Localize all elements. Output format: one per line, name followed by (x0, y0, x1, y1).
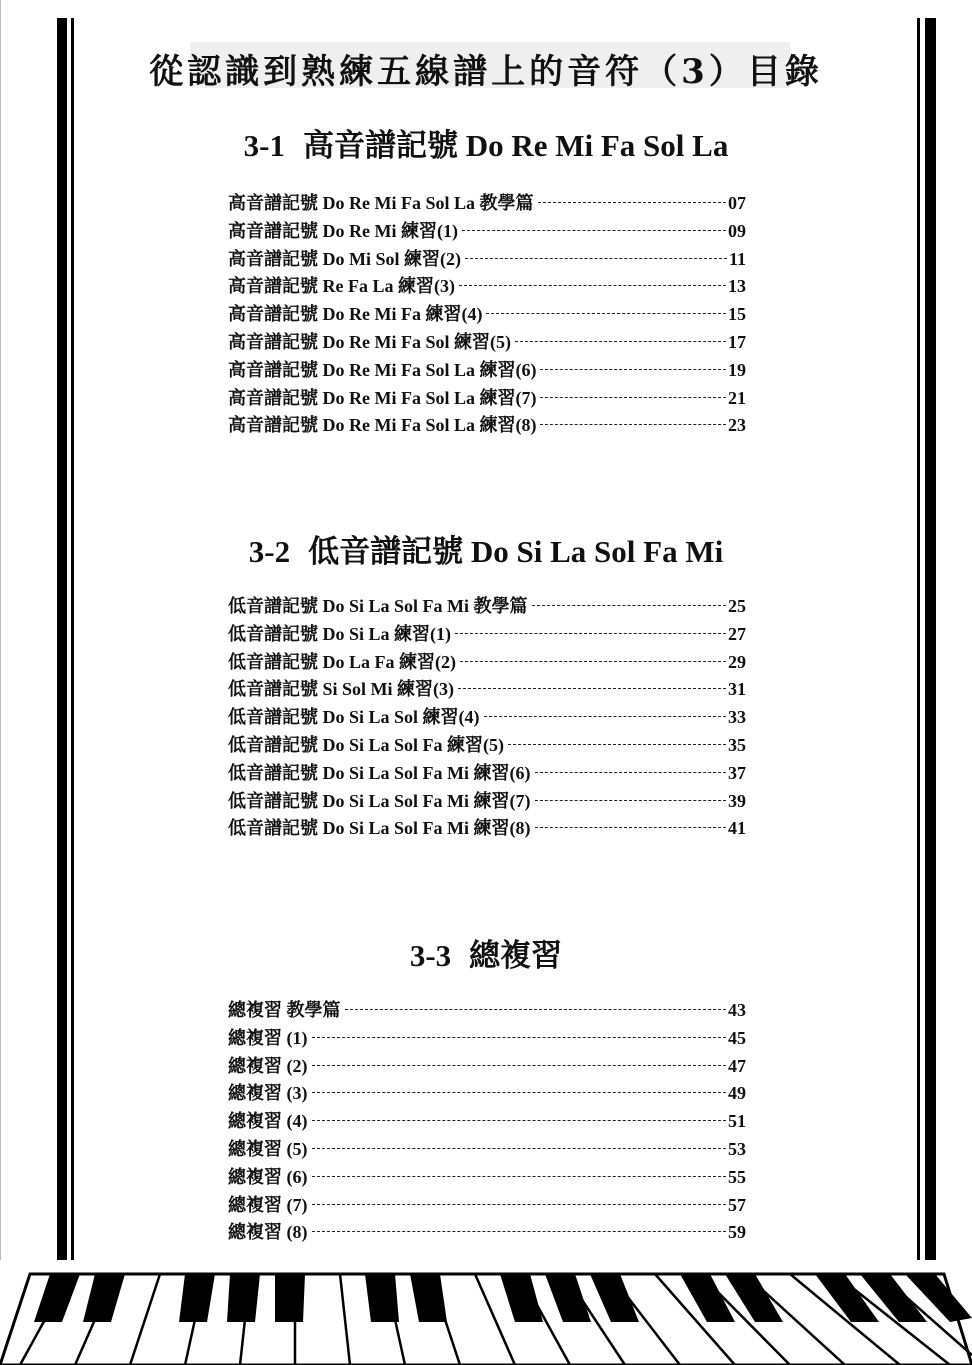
dotted-leader (455, 633, 726, 634)
toc-entry-label: 總複習 (6) (228, 1166, 308, 1187)
toc-entry[interactable] (228, 245, 746, 273)
section-heading-3-2 (0, 526, 972, 571)
toc-entry[interactable] (228, 1135, 746, 1163)
toc-page-number: 59 (728, 1222, 746, 1243)
toc-entry[interactable] (228, 648, 746, 676)
toc-entry[interactable] (228, 1218, 746, 1246)
toc-entry[interactable] (228, 272, 746, 300)
toc-entry[interactable] (228, 996, 746, 1024)
toc-entry[interactable] (228, 675, 746, 703)
toc-entry[interactable] (228, 703, 746, 731)
toc-entry[interactable] (228, 1163, 746, 1191)
section-number: 3-1 (243, 128, 285, 163)
dotted-leader (535, 800, 726, 801)
dotted-leader (515, 341, 726, 342)
toc-page-number: 07 (728, 193, 746, 213)
toc-entry[interactable] (228, 1107, 746, 1135)
toc-page-number: 43 (728, 1000, 746, 1020)
dotted-leader (465, 258, 727, 259)
dotted-leader (458, 688, 726, 689)
dotted-leader (460, 661, 726, 662)
toc-entry[interactable] (228, 1079, 746, 1107)
toc-entry-label: 總複習 (3) (228, 1083, 308, 1104)
section-number: 3-3 (409, 938, 452, 973)
dotted-leader (312, 1204, 727, 1205)
toc-page-number: 39 (728, 790, 746, 811)
toc-entry-label: 高音譜記號 Do Re Mi Fa Sol La 練習(6) (228, 359, 537, 380)
toc-page-number: 19 (728, 359, 746, 380)
toc-entry-label: 總複習 (1) (228, 1027, 308, 1048)
toc-entry-label: 低音譜記號 Do Si La Sol Fa Mi 練習(8) (228, 818, 531, 839)
toc-entry-label: 高音譜記號 Do Mi Sol 練習(2) (228, 248, 461, 269)
toc-page-number: 41 (728, 818, 746, 839)
toc-page-number: 35 (728, 734, 746, 755)
dotted-leader (535, 827, 726, 828)
dotted-leader (312, 1037, 727, 1038)
page-title: 從認識到熟練五線譜上的音符（3）目錄 (149, 52, 823, 92)
toc-page-number: 17 (728, 331, 746, 352)
toc-page-number: 11 (728, 248, 746, 269)
toc-entry-label: 低音譜記號 Do Si La Sol Fa Mi 練習(6) (228, 762, 531, 783)
dotted-leader (312, 1148, 727, 1149)
dotted-leader (540, 397, 726, 398)
toc-entry[interactable] (228, 592, 746, 620)
dotted-leader (486, 313, 726, 314)
toc-page-number: 09 (728, 220, 746, 241)
toc-list-3-3 (228, 996, 746, 1246)
toc-page-number: 21 (728, 387, 746, 408)
toc-entry-label: 低音譜記號 Do La Fa 練習(2) (228, 651, 456, 672)
toc-page-number: 15 (728, 304, 746, 325)
dotted-leader (484, 716, 726, 717)
toc-entry[interactable] (228, 731, 746, 759)
toc-entry-label: 總複習 (4) (228, 1111, 308, 1132)
section-title: 總複習 (469, 938, 563, 973)
toc-page-number: 53 (728, 1138, 746, 1159)
dotted-leader (540, 369, 726, 370)
toc-entry-label: 高音譜記號 Do Re Mi Fa 練習(4) (228, 304, 483, 325)
toc-entry-label: 低音譜記號 Do Si La Sol Fa 練習(5) (228, 734, 505, 755)
section-heading-3-3 (0, 930, 972, 975)
left-rail-thick (57, 18, 67, 1308)
toc-entry[interactable] (228, 217, 746, 245)
dotted-leader (508, 744, 726, 745)
toc-entry-label: 高音譜記號 Do Re Mi 練習(1) (228, 220, 458, 241)
piano-keyboard-border (0, 1260, 972, 1365)
toc-page-number: 49 (728, 1083, 746, 1104)
toc-entry[interactable] (228, 328, 746, 356)
toc-entry-label: 低音譜記號 Do Si La Sol Fa Mi 教學篇 (228, 596, 528, 616)
toc-entry-label: 高音譜記號 Re Fa La 練習(3) (228, 276, 455, 297)
dotted-leader (540, 424, 726, 425)
toc-entry[interactable] (228, 356, 746, 384)
dotted-leader (538, 202, 727, 203)
toc-entry[interactable] (228, 189, 746, 217)
dotted-leader (462, 230, 726, 231)
toc-entry-label: 總複習 (2) (228, 1055, 308, 1076)
toc-entry-label: 高音譜記號 Do Re Mi Fa Sol La 練習(7) (228, 387, 537, 408)
toc-entry[interactable] (228, 300, 746, 328)
toc-entry-label: 低音譜記號 Do Si La 練習(1) (228, 623, 452, 644)
toc-list-3-1 (228, 189, 746, 439)
toc-page-number: 55 (728, 1166, 746, 1187)
toc-page-number: 45 (728, 1027, 746, 1048)
toc-page-number: 25 (728, 596, 746, 616)
toc-page-number: 29 (728, 651, 746, 672)
toc-entry[interactable] (228, 1052, 746, 1080)
dotted-leader (345, 1009, 727, 1010)
toc-page-number: 27 (728, 623, 746, 644)
toc-list-3-2 (228, 592, 746, 842)
toc-entry-label: 高音譜記號 Do Re Mi Fa Sol La 練習(8) (228, 415, 537, 436)
toc-page-number: 57 (728, 1194, 746, 1215)
toc-entry[interactable] (228, 759, 746, 787)
dotted-leader (535, 772, 726, 773)
toc-page-number: 31 (728, 679, 746, 700)
toc-entry[interactable] (228, 620, 746, 648)
toc-entry-label: 總複習 (5) (228, 1138, 308, 1159)
toc-page-number: 47 (728, 1055, 746, 1076)
dotted-leader (312, 1176, 727, 1177)
page-edge (0, 0, 1, 1365)
toc-page-number: 13 (728, 276, 746, 297)
toc-entry-label: 低音譜記號 Si Sol Mi 練習(3) (228, 679, 455, 700)
toc-entry[interactable] (228, 814, 746, 842)
toc-entry-label: 低音譜記號 Do Si La Sol 練習(4) (228, 707, 480, 728)
dotted-leader (312, 1092, 727, 1093)
dotted-leader (312, 1065, 727, 1066)
section-heading-3-1 (0, 120, 972, 165)
left-rail-thin (71, 18, 74, 1308)
toc-entry[interactable] (228, 1024, 746, 1052)
toc-page-number: 33 (728, 707, 746, 728)
toc-entry[interactable] (228, 384, 746, 412)
toc-entry-label: 總複習 (8) (228, 1222, 308, 1243)
dotted-leader (312, 1120, 727, 1121)
toc-page-number: 37 (728, 762, 746, 783)
toc-entry-label: 總複習 (7) (228, 1194, 308, 1215)
section-title: 高音譜記號 Do Re Mi Fa Sol La (302, 128, 729, 163)
dotted-leader (459, 285, 726, 286)
toc-entry-label: 高音譜記號 Do Re Mi Fa Sol La 教學篇 (228, 193, 534, 213)
toc-entry[interactable] (228, 787, 746, 815)
toc-entry[interactable] (228, 1191, 746, 1219)
section-title: 低音譜記號 Do Si La Sol Fa Mi (308, 534, 724, 569)
toc-entry-label: 低音譜記號 Do Si La Sol Fa Mi 練習(7) (228, 790, 531, 811)
toc-entry-label: 高音譜記號 Do Re Mi Fa Sol 練習(5) (228, 331, 511, 352)
right-rail-thick (925, 18, 936, 1308)
right-rail-thin (917, 18, 920, 1308)
dotted-leader (312, 1231, 727, 1232)
section-number: 3-2 (248, 534, 291, 569)
toc-page-number: 23 (728, 415, 746, 436)
toc-entry-label: 總複習 教學篇 (228, 1000, 341, 1020)
dotted-leader (532, 605, 726, 606)
toc-entry[interactable] (228, 411, 746, 439)
toc-page-number: 51 (728, 1111, 746, 1132)
